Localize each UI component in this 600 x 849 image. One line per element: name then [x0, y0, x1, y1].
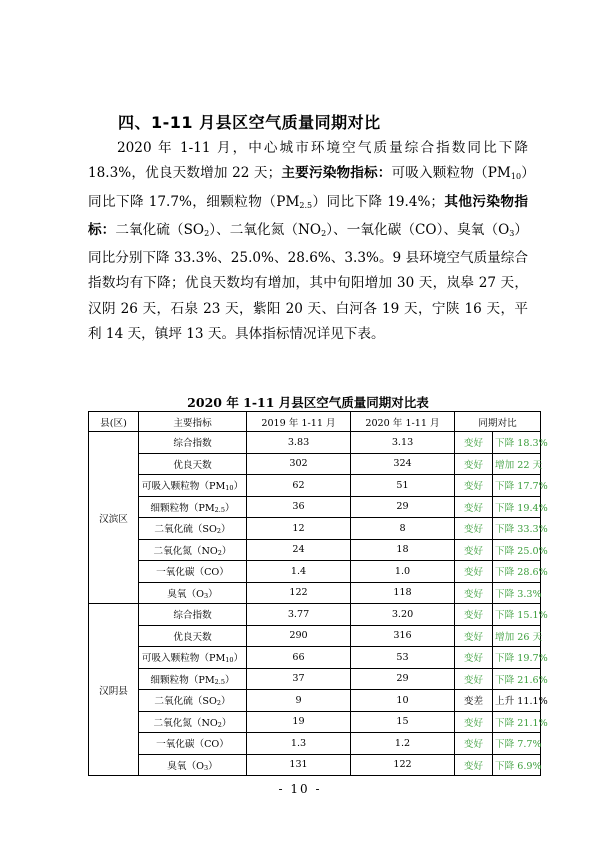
- table-row: [89, 496, 541, 518]
- indicator-name: 二氧化氮（NO: [153, 717, 218, 729]
- change-cell: 下降 6.9%: [493, 754, 541, 776]
- value-2020-cell: 8: [351, 518, 455, 540]
- table-row: [89, 690, 541, 712]
- indicator-name: 二氧化硫（SO: [154, 696, 217, 708]
- value-2020-cell: 3.20: [351, 604, 455, 626]
- trend-cell: 变差: [455, 690, 493, 712]
- value-2019-cell: 3.83: [247, 432, 351, 454]
- value-2019-cell: 290: [247, 625, 351, 647]
- trend-cell: 变好: [455, 604, 493, 626]
- value-2020-cell: 29: [351, 496, 455, 518]
- indicator-subscript: 2: [216, 699, 221, 708]
- indicator-cell: [139, 733, 247, 755]
- value-2020-cell: 3.13: [351, 432, 455, 454]
- para-text: ）、一氧化碳（CO）、臭氧（O: [326, 221, 510, 238]
- table-caption: 2020 年 1-11 月县区空气质量同期对比表: [187, 395, 429, 410]
- trend-cell: 变好: [455, 647, 493, 669]
- value-2019-cell: 302: [247, 453, 351, 475]
- value-2019-cell: 62: [247, 475, 351, 497]
- para-bold-label: 主要污染物指标：: [281, 165, 392, 182]
- trend-cell: 变好: [455, 754, 493, 776]
- indicator-suffix: ）: [221, 717, 232, 729]
- indicator-suffix: ）: [233, 481, 244, 493]
- indicator-suffix: ）: [208, 760, 218, 772]
- county-cell: 汉阴县: [89, 604, 139, 776]
- value-2019-cell: 122: [247, 582, 351, 604]
- value-2019-cell: 24: [247, 539, 351, 561]
- change-cell: 下降 18.3%: [493, 432, 541, 454]
- page-number: - 10 -: [278, 782, 322, 796]
- indicator-cell: [139, 625, 247, 647]
- trend-cell: 变好: [455, 432, 493, 454]
- indicator-suffix: ）: [225, 674, 235, 686]
- value-2019-cell: 36: [247, 496, 351, 518]
- change-cell: 下降 25.0%: [493, 539, 541, 561]
- trend-cell: 变好: [455, 625, 493, 647]
- change-cell: 增加 22 天: [493, 453, 541, 475]
- table-row: [89, 711, 541, 733]
- indicator-cell: [139, 668, 247, 690]
- change-cell: 下降 21.6%: [493, 668, 541, 690]
- value-2020-cell: 51: [351, 475, 455, 497]
- header-comparison: 同期对比: [455, 412, 541, 432]
- change-cell: 增加 26 天: [493, 625, 541, 647]
- indicator-subscript: 2: [217, 720, 222, 729]
- subscript: 2: [204, 228, 210, 238]
- indicator-subscript: 2.5: [214, 505, 225, 514]
- indicator-name: 一氧化碳（CO）: [156, 567, 229, 579]
- table-row: [89, 432, 541, 454]
- table-row: [89, 625, 541, 647]
- indicator-cell: [139, 582, 247, 604]
- value-2019-cell: 3.77: [247, 604, 351, 626]
- para-bold-label: 其他污染物指标：: [88, 193, 529, 238]
- indicator-suffix: ）: [220, 524, 231, 536]
- para-text: 可吸入颗粒物（PM: [391, 165, 511, 182]
- indicator-name: 综合指数: [173, 610, 212, 622]
- value-2020-cell: 29: [351, 668, 455, 690]
- header-2020: 2020 年 1-11 月: [351, 412, 455, 432]
- subscript: 10: [510, 172, 522, 182]
- para-text: ）同比分别下降 33.3%、25.0%、28.6%、3.3%。9 县环境空气质量综合指数均有下降；优良天数均有增加，其中旬阳增加 30 天，岚皋 27 天，汉阴 26 天，石泉 23 天，紫阳 20 天、白河各 19 天，宁陕 16 天，平利 14 天，镇坪 13 天。具体指标情况详见下表。: [88, 221, 528, 343]
- indicator-name: 臭氧（O: [167, 588, 204, 600]
- indicator-cell: [139, 539, 247, 561]
- indicator-cell: [139, 711, 247, 733]
- indicator-name: 优良天数: [173, 459, 212, 471]
- table-row: [89, 518, 541, 540]
- indicator-name: 二氧化氮（NO: [153, 545, 218, 557]
- change-cell: 下降 28.6%: [493, 561, 541, 583]
- change-cell: 下降 7.7%: [493, 733, 541, 755]
- indicator-name: 可吸入颗粒物（PM: [141, 653, 226, 665]
- table-row: [89, 453, 541, 475]
- value-2020-cell: 53: [351, 647, 455, 669]
- value-2019-cell: 19: [247, 711, 351, 733]
- subscript: 3: [509, 228, 515, 238]
- table-row: [89, 539, 541, 561]
- change-cell: 下降 15.1%: [493, 604, 541, 626]
- indicator-cell: [139, 518, 247, 540]
- trend-cell: 变好: [455, 475, 493, 497]
- trend-cell: 变好: [455, 518, 493, 540]
- table-body: [89, 432, 548, 776]
- value-2020-cell: 316: [351, 625, 455, 647]
- value-2019-cell: 66: [247, 647, 351, 669]
- change-cell: 下降 17.7%: [493, 475, 541, 497]
- subscript: 2.5: [299, 200, 313, 210]
- value-2020-cell: 122: [351, 754, 455, 776]
- indicator-cell: [139, 690, 247, 712]
- indicator-name: 细颗粒物（PM: [150, 674, 215, 686]
- value-2019-cell: 12: [247, 518, 351, 540]
- change-cell: 下降 19.7%: [493, 647, 541, 669]
- indicator-subscript: 2.5: [214, 677, 225, 686]
- change-cell: 下降 33.3%: [493, 518, 541, 540]
- table-row: [89, 733, 541, 755]
- indicator-cell: [139, 432, 247, 454]
- table-row: [89, 668, 541, 690]
- summary-paragraph: [88, 136, 528, 347]
- indicator-suffix: ）: [233, 653, 244, 665]
- indicator-cell: [139, 453, 247, 475]
- indicator-cell: [139, 754, 247, 776]
- table-row: [89, 582, 541, 604]
- header-2019: 2019 年 1-11 月: [247, 412, 351, 432]
- comparison-table: [88, 411, 548, 776]
- indicator-subscript: 2: [216, 527, 221, 536]
- indicator-cell: [139, 475, 247, 497]
- trend-cell: 变好: [455, 561, 493, 583]
- value-2020-cell: 10: [351, 690, 455, 712]
- trend-cell: 变好: [455, 711, 493, 733]
- table-row: [89, 604, 541, 626]
- indicator-subscript: 3: [203, 591, 209, 600]
- indicator-name: 可吸入颗粒物（PM: [141, 481, 226, 493]
- indicator-suffix: ）: [221, 545, 232, 557]
- para-text: ）同比下降 19.4%；: [312, 193, 445, 210]
- indicator-cell: [139, 604, 247, 626]
- value-2019-cell: 9: [247, 690, 351, 712]
- trend-cell: 变好: [455, 539, 493, 561]
- table-row: [89, 561, 541, 583]
- para-text: ）同比下降 17.7%，细颗粒物（PM: [88, 165, 529, 210]
- indicator-suffix: ）: [225, 502, 235, 514]
- indicator-name: 细颗粒物（PM: [150, 502, 215, 514]
- header-indicator: 主要指标: [139, 412, 247, 432]
- indicator-subscript: 10: [225, 656, 234, 665]
- trend-cell: 变好: [455, 668, 493, 690]
- indicator-name: 一氧化碳（CO）: [156, 739, 229, 751]
- indicator-cell: [139, 496, 247, 518]
- indicator-name: 臭氧（O: [167, 760, 204, 772]
- trend-cell: 变好: [455, 582, 493, 604]
- table-row: [89, 475, 541, 497]
- change-cell: 上升 11.1%: [493, 690, 541, 712]
- indicator-subscript: 10: [225, 484, 234, 493]
- indicator-subscript: 3: [203, 763, 209, 772]
- change-cell: 下降 3.3%: [493, 582, 541, 604]
- table-row: [89, 754, 541, 776]
- indicator-name: 综合指数: [173, 438, 212, 450]
- value-2019-cell: 1.3: [247, 733, 351, 755]
- trend-cell: 变好: [455, 733, 493, 755]
- trend-cell: 变好: [455, 496, 493, 518]
- value-2020-cell: 118: [351, 582, 455, 604]
- section-title: 四、1-11 月县区空气质量同期对比: [118, 113, 381, 132]
- indicator-subscript: 2: [217, 548, 222, 557]
- indicator-cell: [139, 561, 247, 583]
- value-2020-cell: 18: [351, 539, 455, 561]
- value-2020-cell: 15: [351, 711, 455, 733]
- table-row: [89, 647, 541, 669]
- value-2020-cell: 1.0: [351, 561, 455, 583]
- indicator-suffix: ）: [208, 588, 218, 600]
- para-text: 2020 年 1-11 月，中心城市环境空气质量综合指数同比下降 18.3%，优良天数增加 22 天；: [88, 140, 528, 182]
- para-text: 二氧化硫（SO: [115, 221, 205, 238]
- value-2019-cell: 1.4: [247, 561, 351, 583]
- value-2019-cell: 131: [247, 754, 351, 776]
- value-2019-cell: 37: [247, 668, 351, 690]
- value-2020-cell: 324: [351, 453, 455, 475]
- change-cell: 下降 21.1%: [493, 711, 541, 733]
- trend-cell: 变好: [455, 453, 493, 475]
- subscript: 2: [321, 228, 327, 238]
- change-cell: 下降 19.4%: [493, 496, 541, 518]
- header-county: 县(区): [89, 412, 139, 432]
- value-2020-cell: 1.2: [351, 733, 455, 755]
- indicator-name: 二氧化硫（SO: [154, 524, 217, 536]
- table-header-row: [89, 412, 541, 432]
- indicator-suffix: ）: [220, 696, 231, 708]
- indicator-cell: [139, 647, 247, 669]
- county-cell: 汉滨区: [89, 432, 139, 604]
- para-text: ）、二氧化氮（NO: [209, 221, 322, 238]
- indicator-name: 优良天数: [173, 631, 212, 643]
